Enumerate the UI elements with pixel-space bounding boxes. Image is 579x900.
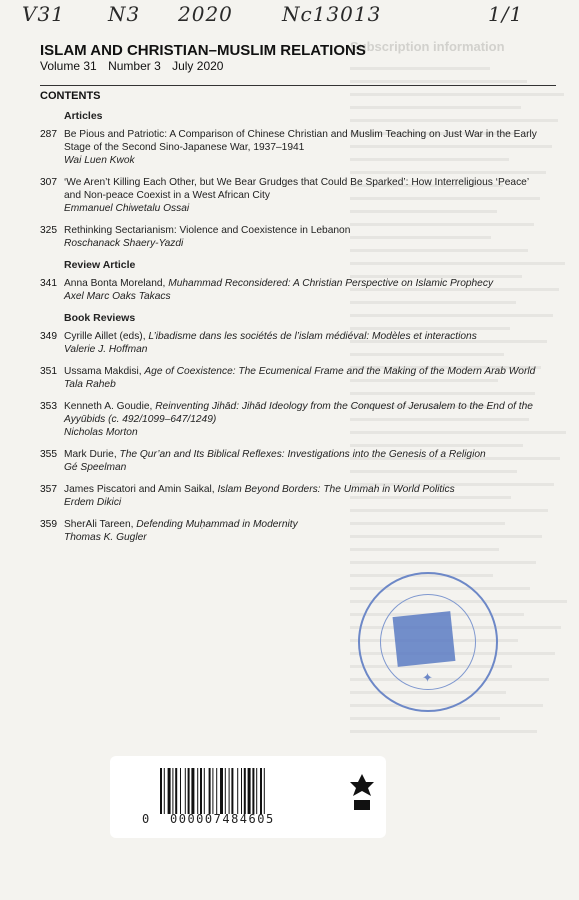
entry-title [64,365,545,378]
ghost-heading: Subscription information [350,40,505,54]
page-number: 357 [40,484,57,495]
section-title: Articles [64,110,103,122]
barcode-bar [197,768,198,814]
page-number: 349 [40,331,57,342]
barcode-number: 000007484605 [170,812,275,826]
reviewed-book-title: Reinventing Jihād: Jihād Ideology from the Conquest of Jerusalem to the End of the Ayyūbids (c. 492/1099–647/1249) [64,401,533,425]
barcode-bar [204,768,205,814]
page-number: 307 [40,177,57,188]
handwritten-note: 2020 [178,2,233,26]
entry-author: Thomas K. Gugler [64,532,147,543]
reviewed-book-title: Muhammad Reconsidered: A Christian Perspective on Islamic Prophecy [168,278,494,289]
toc-entry [40,128,545,167]
ghost-line [350,553,536,564]
barcode-bar [191,768,194,814]
ghost-line [350,72,527,83]
barcode-bar [229,768,230,814]
entry-author: Axel Marc Oaks Takacs [64,291,171,302]
toc-entry [40,330,545,356]
entry-author: Gé Speelman [64,462,127,473]
entry-title: ‘We Aren’t Killing Each Other, but We Bear Grudges that Could Be Sparked’: How Interreligious ‘Peace’ and Non-peace Coexist in a West African City [64,177,529,201]
page-number: 355 [40,449,57,460]
page-number: 325 [40,225,57,236]
section-title: Book Reviews [64,312,136,324]
barcode-label [110,756,386,838]
ghost-line [350,722,537,733]
barcode-bar [180,768,181,814]
entry-author: Wai Luen Kwok [64,155,135,166]
section-title: Review Article [64,259,136,271]
barcode-bar [248,768,251,814]
barcode-leading-digit: 0 [142,812,150,826]
barcode-bar [164,768,165,814]
barcode-bar [256,768,257,814]
reviewed-author: Kenneth A. Goudie, [64,401,156,412]
reviewed-book-title: Age of Coexistence: The Ecumenical Frame and the Making of the Modern Arab World [144,366,536,377]
barcode-bar [264,768,265,814]
barcode-bar [231,768,233,814]
handwritten-note: V31 [22,2,65,26]
handwritten-page-count: 1/1 [488,2,524,26]
entry-author: Roschanack Shaery-Yazdi [64,238,184,249]
volume: Volume 31 [40,59,97,73]
reviewed-book-title: Defending Muḥammad in Modernity [136,519,298,530]
reviewed-author: Ussama Makdisi, [64,366,145,377]
reviewed-book-title: The Qur’an and Its Biblical Reflexes: Investigations into the Genesis of a Religion [119,449,486,460]
reviewed-author: SherAli Tareen, [64,519,137,530]
star-icon: ✦ [422,670,433,685]
entry-title: Rethinking Sectarianism: Violence and Coexistence in Lebanon [64,225,351,236]
toc-section [40,259,545,303]
barcode-bar [225,768,226,814]
toc-entry [40,400,545,439]
barcode-bar [241,768,242,814]
entry-title [64,483,545,496]
toc-entry [40,483,545,509]
barcode-bar [212,768,213,814]
entry-title [64,330,545,343]
entry-author: Emmanuel Chiwetalu Ossai [64,203,190,214]
ghost-line [350,85,564,96]
toc-entry [40,176,545,215]
barcode-bar [244,768,246,814]
table-of-contents [40,108,545,553]
reviewed-book-title: L’ibadisme dans les sociétés de l’islam médiéval: Modèles et interactions [148,331,477,342]
toc-entry [40,224,545,250]
barcode-bar [168,768,171,814]
entry-author: Erdem Dikici [64,497,122,508]
page-number: 341 [40,278,57,289]
barcode-bar [172,768,173,814]
contents-heading: CONTENTS [40,90,101,102]
issue-number: Number 3 [108,59,161,73]
barcode-bar [237,768,238,814]
journal-title: ISLAM AND CHRISTIAN–MUSLIM RELATIONS [40,42,366,59]
entry-title [64,448,545,461]
entry-title: Be Pious and Patriotic: A Comparison of Chinese Christian and Muslim Teaching on Just War in the Early Stage of the Second Sino-Japanese War, 1937–1941 [64,129,537,153]
reviewed-author: Mark Durie, [64,449,120,460]
page-number: 359 [40,519,57,530]
entry-author: Valerie J. Hoffman [64,344,148,355]
issue-date: July 2020 [172,59,224,73]
barcode-bar [209,768,211,814]
barcode-bar [175,768,177,814]
barcode-bar [216,768,217,814]
barcode-star-icon [348,768,376,814]
page-number: 287 [40,129,57,140]
toc-entry [40,518,545,544]
handwritten-note: N3 [108,2,141,26]
entry-author: Tala Raheb [64,379,116,390]
reviewed-author: James Piscatori and Amin Saikal, [64,484,218,495]
page-number: 351 [40,366,57,377]
barcode-bar [188,768,190,814]
library-stamp [358,572,498,712]
toc-entry [40,277,545,303]
barcode-bar [200,768,202,814]
entry-title [64,277,545,290]
reviewed-author: Anna Bonta Moreland, [64,278,169,289]
barcode-bar [160,768,162,814]
handwritten-note: Nc13013 [282,2,382,26]
barcode [160,768,340,814]
entry-author: Nicholas Morton [64,427,138,438]
toc-section [40,312,545,544]
ghost-line [350,59,490,70]
stamp-emblem-icon [393,611,456,667]
journal-issue [40,59,231,73]
reviewed-book-title: Islam Beyond Borders: The Ummah in World Politics [217,484,455,495]
reviewed-author: Cyrille Aillet (eds), [64,331,149,342]
barcode-bar [185,768,186,814]
entry-title [64,400,545,426]
page-number: 353 [40,401,57,412]
toc-section [40,110,545,250]
barcode-bar [220,768,223,814]
toc-entry [40,365,545,391]
barcode-bar [260,768,262,814]
header-rule [40,85,556,86]
entry-title [64,518,545,531]
toc-entry [40,448,545,474]
barcode-bar [252,768,254,814]
